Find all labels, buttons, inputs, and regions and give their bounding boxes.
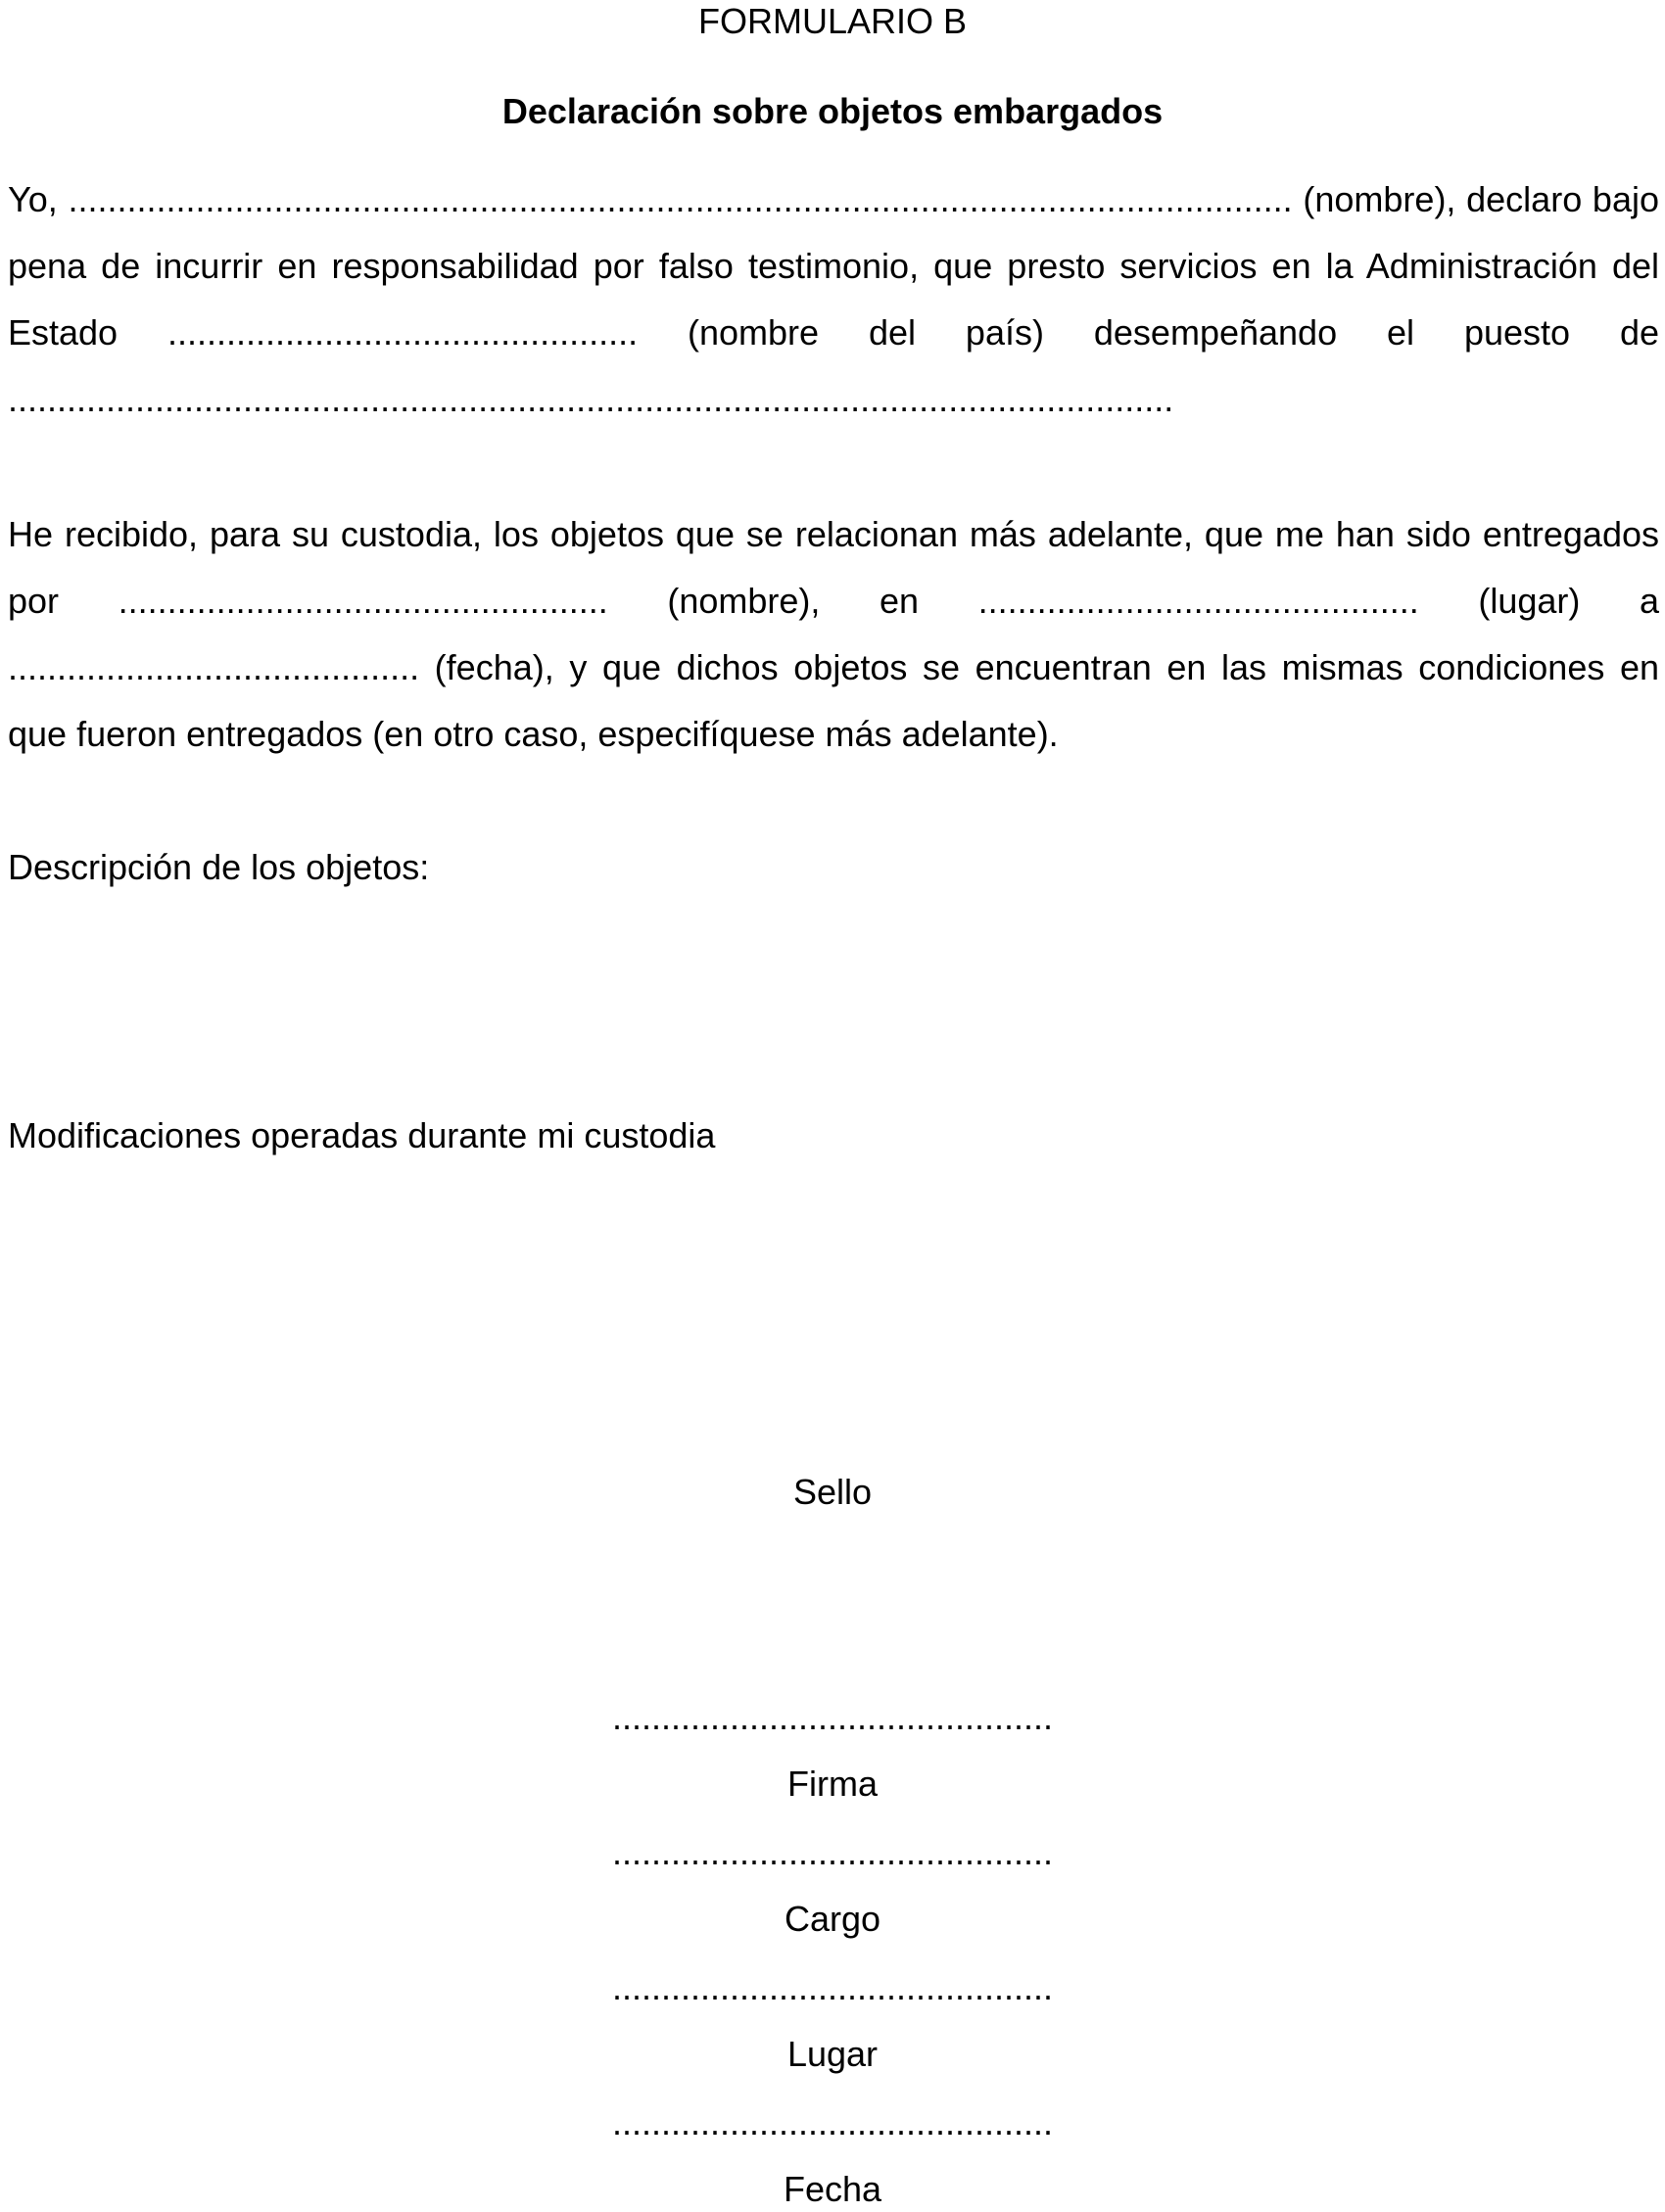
place-label: Lugar bbox=[786, 2034, 879, 2074]
date-fill-line: ............................................. bbox=[611, 2102, 1054, 2142]
date-label: Fecha bbox=[783, 2169, 882, 2209]
document-title: Declaración sobre objetos embargados bbox=[501, 91, 1164, 131]
seal-label: Sello bbox=[792, 1472, 873, 1512]
declaration-paragraph: Yo, ............................................................................................................................. (nombre), declaro bajo pena de incurrir en responsabilidad por falso testimonio, que presto servicios en la Administración del Estado ................................................ (nombre del país) desempeñando el puesto de ....................................................................................................................... bbox=[8, 179, 1659, 419]
objects-description-label: Descripción de los objetos: bbox=[8, 847, 430, 887]
signature-label: Firma bbox=[787, 1764, 878, 1804]
custody-paragraph: He recibido, para su custodia, los objetos que se relacionan más adelante, que me han sido entregados por .................................................. (nombre), en ............................................. (lugar) a .......................................... (fecha), y que dichos objetos se encuentran en las mismas condiciones en que fueron entregados (en otro caso, especifíquese más adelante). bbox=[8, 514, 1659, 754]
signature-fill-line: ............................................. bbox=[611, 1697, 1054, 1737]
position-fill-line: ............................................. bbox=[611, 1832, 1054, 1872]
place-fill-line: ............................................. bbox=[611, 1967, 1054, 2007]
form-code: FORMULARIO B bbox=[697, 1, 968, 41]
position-label: Cargo bbox=[784, 1899, 881, 1939]
modifications-label: Modificaciones operadas durante mi custodia bbox=[8, 1115, 716, 1155]
